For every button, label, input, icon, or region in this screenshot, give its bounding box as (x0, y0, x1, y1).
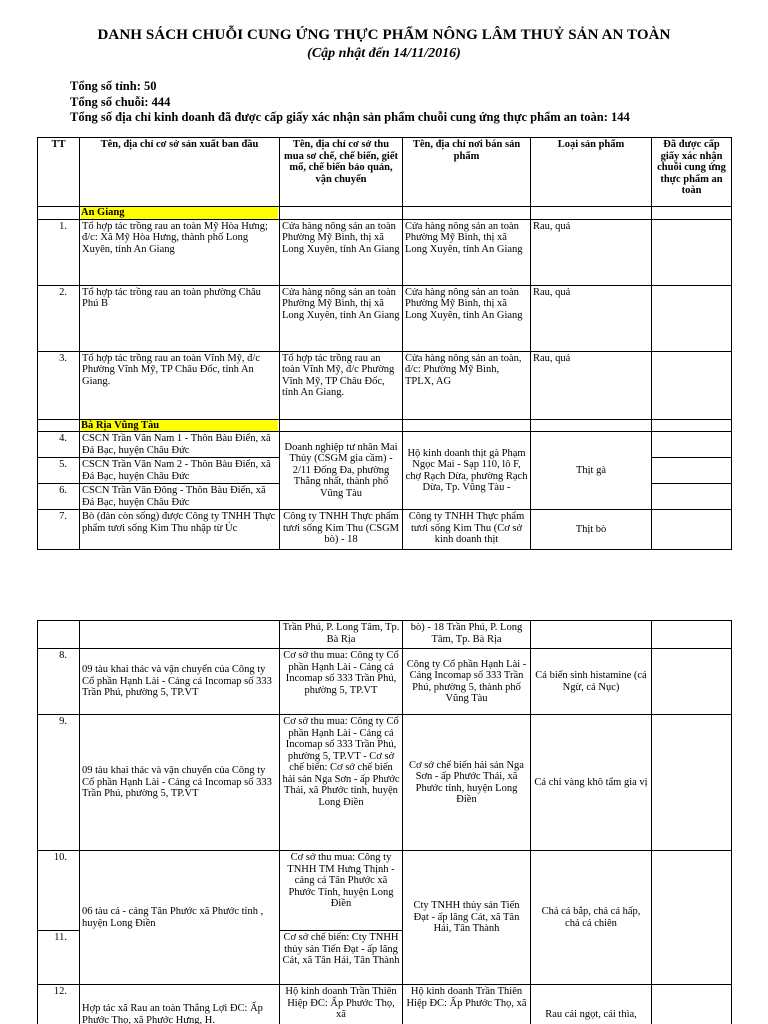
product-cell: Thịt gà (531, 432, 652, 510)
seller-cell: Hộ kinh doanh thịt gà Phạm Ngọc Mai - Sạp 110, lô F, chợ Rạch Dừa, phường Rạch Dừa, Tp. Vũng Tàu - (403, 432, 531, 510)
certified-cell (652, 715, 732, 851)
table-row (38, 985, 732, 1024)
certified-cell (652, 510, 732, 550)
producer-cell: Tổ hợp tác trồng rau an toàn Mỹ Hòa Hưng; đ/c: Xã Mỹ Hòa Hưng, thành phố Long Xuyên, tỉnh An Giang (80, 219, 280, 285)
col-header-processor: Tên, địa chỉ cơ sở thu mua sơ chế, chế biến, giết mổ, chế biến bảo quản, vận chuyển (280, 138, 403, 207)
seller-cell: Hộ kinh doanh Trần Thiên Hiệp ĐC: Ấp Phước Thọ, xã (403, 985, 531, 1024)
summary-block (70, 79, 630, 126)
col-header-seller: Tên, địa chỉ nơi bán sản phẩm (403, 138, 531, 207)
table-row (38, 432, 732, 458)
product-cell: Thịt bò (531, 510, 652, 550)
col-header-tt: TT (38, 138, 80, 207)
product-cell: Cá chỉ vàng khô tẩm gia vị (531, 715, 652, 851)
col-header-product: Loại sản phẩm (531, 138, 652, 207)
col-header-producer: Tên, địa chỉ cơ sở sản xuất ban đầu (80, 138, 280, 207)
row-number: 11. (38, 931, 80, 985)
row-number: 5. (38, 458, 80, 484)
certified-cell (652, 219, 732, 285)
table-row-continued (38, 621, 732, 649)
producer-cell: Tổ hợp tác trồng rau an toàn Vĩnh Mỹ, đ/c Phường Vĩnh Mỹ, TP Châu Đốc, tỉnh An Giang. (80, 351, 280, 419)
page-break (0, 560, 768, 620)
seller-cell: Cửa hàng nông sản an toàn Phường Mỹ Bình, thị xã Long Xuyên, tỉnh An Giang (403, 219, 531, 285)
table-row (38, 851, 732, 931)
seller-cell: Cơ sở chế biến hải sản Nga Sơn - ấp Phước Thái, xã Phước tỉnh, huyện Long Điền (403, 715, 531, 851)
seller-cell: Cty TNHH thủy sản Tiến Đạt - ấp lăng Cát, xã Tân Hải, Tân Thành (403, 851, 531, 985)
row-number: 3. (38, 351, 80, 419)
seller-cell: Công ty TNHH Thực phẩm tươi sống Kim Thu (Cơ sở kinh doanh thịt (403, 510, 531, 550)
province-label: An Giang (81, 207, 278, 219)
row-number: 1. (38, 219, 80, 285)
producer-cell: Tổ hợp tác trồng rau an toàn phường Châu Phú B (80, 285, 280, 351)
product-cell: Cá biển sinh histamine (cá Ngừ, cá Nục) (531, 649, 652, 715)
product-cell: Rau cải ngọt, cải thìa, (531, 985, 652, 1024)
certified-cell (652, 351, 732, 419)
processor-cell: Cửa hàng nông sản an toàn Phường Mỹ Bình, thị xã Long Xuyên, tỉnh An Giang (280, 219, 403, 285)
certified-cell (652, 285, 732, 351)
seller-cell: Cửa hàng nông sản an toàn, đ/c: Phường Mỹ Bình, TPLX, AG (403, 351, 531, 419)
row-number: 10. (38, 851, 80, 931)
processor-cell: Doanh nghiệp tư nhân Mai Thủy (CSGM gia cầm) - 2/11 Đống Đa, phường Thắng nhất, thành phố Vũng Tàu (280, 432, 403, 510)
document-subtitle: (Cập nhật đến 14/11/2016) (307, 46, 461, 61)
table-row (38, 219, 732, 285)
seller-cell: bò) - 18 Trần Phú, P. Long Tâm, Tp. Bà Rịa (403, 621, 531, 649)
row-number: 9. (38, 715, 80, 851)
processor-cell: Hộ kinh doanh Trần Thiên Hiệp ĐC: Ấp Phước Thọ, xã (280, 985, 403, 1024)
certified-cell (652, 851, 732, 985)
seller-cell: Cửa hàng nông sản an toàn Phường Mỹ Bình, thị xã Long Xuyên, tỉnh An Giang (403, 285, 531, 351)
certified-cell (652, 484, 732, 510)
certified-cell (652, 985, 732, 1024)
producer-cell: CSCN Trần Văn Nam 2 - Thôn Bàu Điển, xã Đá Bạc, huyện Châu Đức (80, 458, 280, 484)
producer-cell: CSCN Trần Văn Đông - Thôn Bàu Điển, xã Đá Bạc, huyện Châu Đức (80, 484, 280, 510)
product-cell: Rau, quả (531, 219, 652, 285)
product-cell: Rau, quả (531, 351, 652, 419)
processor-cell: Cơ sở thu mua: Công ty Cổ phần Hạnh Lài - Cảng cá Incomap số 333 Trần Phú, phường 5, TP.VT - Cơ sở chế biến: Cơ sở chế biến hải sản Nga Sơn - ấp Phước Thái, xã Phước tỉnh, huyện Long Điền (280, 715, 403, 851)
row-number: 6. (38, 484, 80, 510)
product-cell: Chả cá bắp, chả cá hấp, chả cá chiên (531, 851, 652, 985)
producer-cell: 09 tàu khai thác và vận chuyển của Công ty Cổ phần Hạnh Lài - Cảng cá Incomap số 333 Trần Phú, phường 5, TP.VT (80, 649, 280, 715)
row-number: 12. (38, 985, 80, 1024)
table-row (38, 285, 732, 351)
table-header-row (38, 138, 732, 207)
row-number: 7. (38, 510, 80, 550)
processor-cell: Trần Phú, P. Long Tâm, Tp. Bà Rịa (280, 621, 403, 649)
table-row (38, 510, 732, 550)
producer-cell: 09 tàu khai thác và vận chuyển của Công ty Cổ phần Hạnh Lài - Cảng cá Incomap số 333 Trần Phú, phường 5, TP.VT (80, 715, 280, 851)
summary-province-count: Tổng số tỉnh: 50 (70, 79, 157, 93)
province-label: Bà Rịa Vũng Tàu (81, 420, 278, 432)
certified-cell (652, 458, 732, 484)
supply-chain-table-part1 (37, 137, 732, 550)
processor-cell: Cơ sở thu mua: Công ty Cổ phần Hạnh Lài - Cảng cá Incomap số 333 Trần Phú, phường 5, TP.VT (280, 649, 403, 715)
certified-cell (652, 432, 732, 458)
processor-cell: Cửa hàng nông sản an toàn Phường Mỹ Bình, thị xã Long Xuyên, tỉnh An Giang (280, 285, 403, 351)
supply-chain-table-part2 (37, 620, 732, 1024)
summary-address-count: Tổng số địa chỉ kinh doanh đã được cấp giấy xác nhận sản phẩm chuỗi cung ứng thực phẩm an toàn: 144 (70, 110, 630, 124)
processor-cell: Công ty TNHH Thực phẩm tươi sống Kim Thu (CSGM bò) - 18 (280, 510, 403, 550)
seller-cell: Công ty Cổ phần Hạnh Lài - Cảng Incomap số 333 Trần Phú, phường 5, thành phố Vũng Tàu (403, 649, 531, 715)
producer-cell: 06 tàu cá - cảng Tân Phước xã Phước tỉnh , huyện Long Điền (80, 851, 280, 985)
producer-cell: CSCN Trần Văn Nam 1 - Thôn Bàu Điển, xã Đá Bạc, huyện Châu Đức (80, 432, 280, 458)
col-header-certified: Đã được cấp giấy xác nhận chuỗi cung ứng thực phẩm an toàn (652, 138, 732, 207)
table-row (38, 649, 732, 715)
province-row (38, 207, 732, 220)
summary-chain-count: Tổng số chuỗi: 444 (70, 94, 171, 109)
processor-cell: Tổ hợp tác trồng rau an toàn Vĩnh Mỹ, đ/c Phường Vĩnh Mỹ, TP Châu Đốc, tỉnh An Giang. (280, 351, 403, 419)
table-row (38, 351, 732, 419)
processor-cell: Cơ sở thu mua: Công ty TNHH TM Hưng Thịnh - cảng cá Tân Phước xã Phước Tỉnh, huyện Long Điền (280, 851, 403, 931)
product-cell: Rau, quả (531, 285, 652, 351)
producer-cell: Bò (đàn còn sống) được Công ty TNHH Thực phẩm tươi sống Kim Thu nhập từ Úc (80, 510, 280, 550)
row-number: 8. (38, 649, 80, 715)
row-number: 2. (38, 285, 80, 351)
document-title: DANH SÁCH CHUỖI CUNG ỨNG THỰC PHẨM NÔNG LÂM THUỶ SẢN AN TOÀN (97, 27, 671, 43)
certified-cell (652, 649, 732, 715)
row-number: 4. (38, 432, 80, 458)
producer-cell: Hợp tác xã Rau an toàn Thắng Lợi ĐC: Ấp Phước Thọ, xã Phước Hưng, H. (80, 985, 280, 1024)
table-row (38, 715, 732, 851)
province-row (38, 419, 732, 432)
processor-cell: Cơ sở chế biến: Cty TNHH thủy sản Tiến Đạt - ấp lăng Cát, xã Tân Hải, Tân Thành (280, 931, 403, 985)
